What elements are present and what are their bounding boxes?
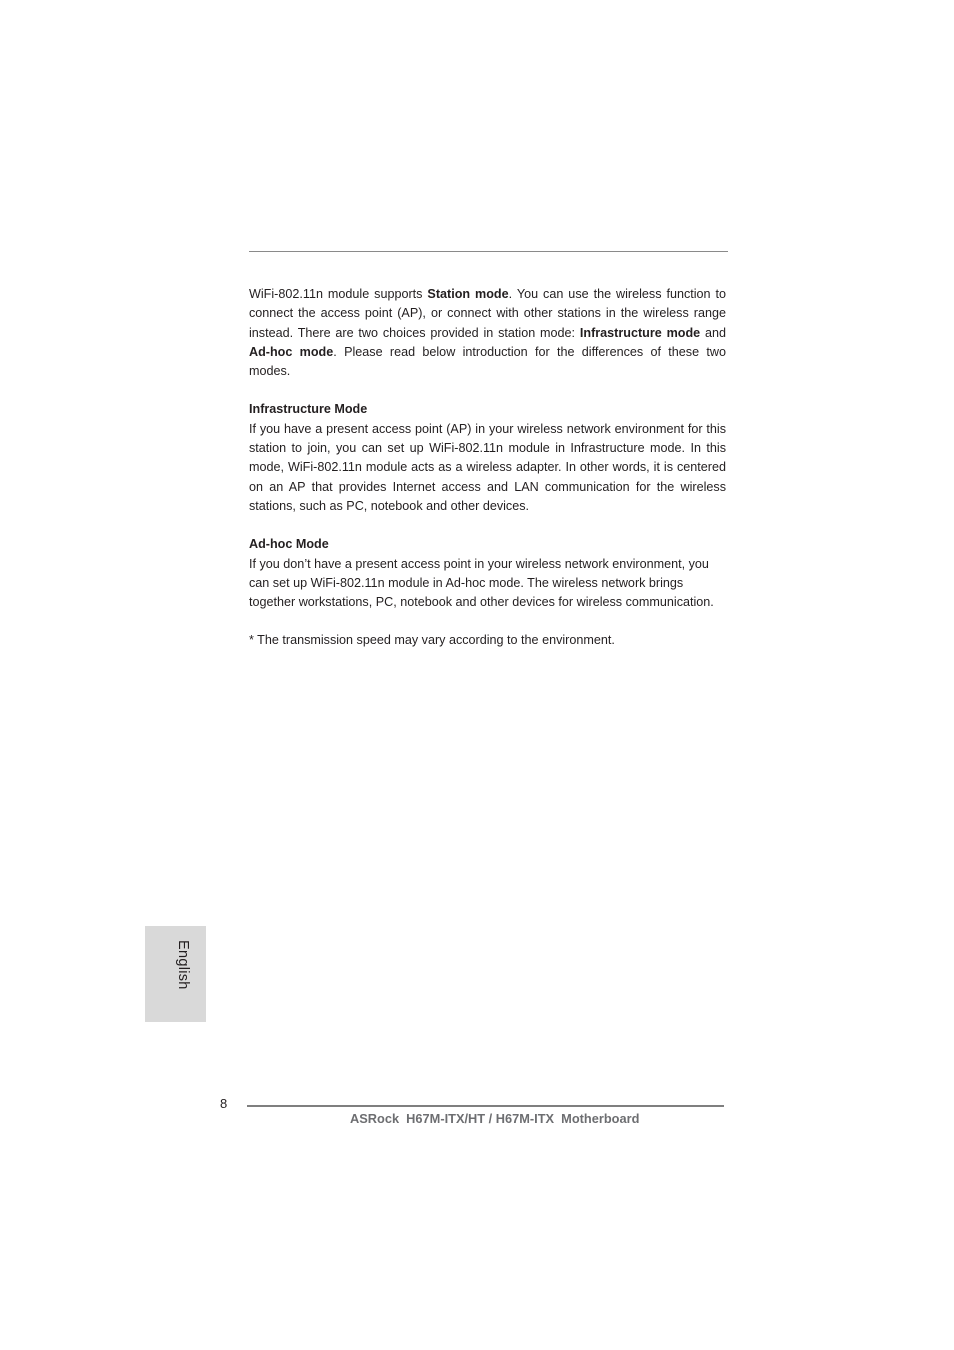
intro-text-1: WiFi-802.11n module supports xyxy=(249,287,428,301)
infrastructure-paragraph: If you have a present access point (AP) in your wireless network environment for this station to join, you can set up WiFi-802.11n module in Infrastructure mode. In this mode, WiFi-802.11n module acts as a wireless adapter. In other words, it is centered on an AP that provides Internet access and LAN communication for the wireless stations, such as PC, notebook and other devices. xyxy=(249,421,726,513)
page-number: 8 xyxy=(220,1096,228,1111)
spacer xyxy=(249,381,726,400)
intro-text-2: . You can use the wireless function to connect the access point (AP), or connect with other stations in the wireless range instead. There are two choices provided in station mode: xyxy=(249,287,727,340)
footer-product-title: ASRock H67M-ITX/HT / H67M-ITX Motherboard xyxy=(350,1111,640,1126)
footer-rule xyxy=(247,1105,724,1107)
header-rule xyxy=(249,251,728,252)
page-body xyxy=(249,285,726,651)
infrastructure-mode-term: Infrastructure mode xyxy=(579,325,701,340)
adhoc-line-3: together workstations, PC, notebook and other devices for wireless communication. xyxy=(249,595,714,610)
adhoc-heading: Ad-hoc Mode xyxy=(249,537,329,552)
spacer xyxy=(249,516,726,535)
language-tab-label: English xyxy=(175,940,191,990)
adhoc-line-1: If you don’t have a present access point in your wireless network environment, you xyxy=(249,556,709,571)
infrastructure-heading: Infrastructure Mode xyxy=(249,402,368,417)
adhoc-line-2: can set up WiFi-802.11n module in Ad-hoc mode. The wireless network brings xyxy=(249,575,684,590)
intro-text-3: and xyxy=(700,325,727,340)
intro-paragraph xyxy=(249,285,726,381)
intro-text-4: . Please read below introduction for the differences of these two modes. xyxy=(249,344,726,379)
spacer xyxy=(249,612,726,631)
language-tab xyxy=(145,926,206,1022)
footnote: * The transmission speed may vary according to the environment. xyxy=(249,633,615,648)
station-mode-term: Station mode xyxy=(427,287,509,301)
adhoc-mode-term: Ad-hoc mode xyxy=(249,344,334,359)
